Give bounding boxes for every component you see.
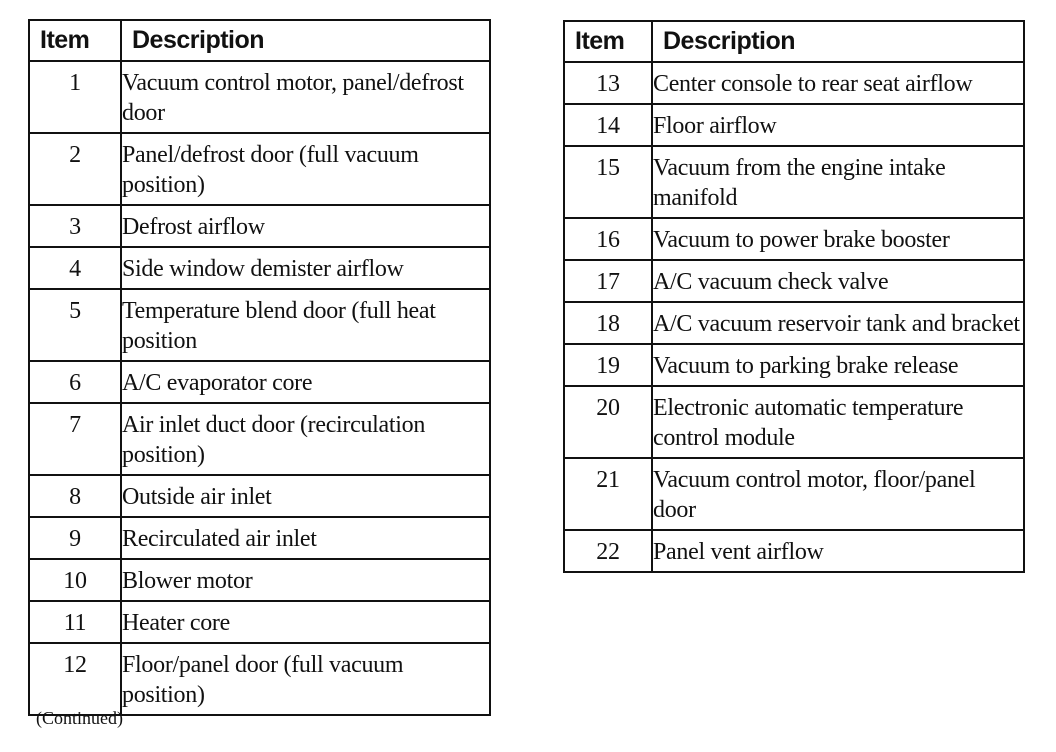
- table-row: [29, 247, 490, 289]
- item-number: 12: [29, 643, 121, 715]
- table-row: [564, 344, 1024, 386]
- table-row: [564, 302, 1024, 344]
- item-number: 16: [564, 218, 652, 260]
- table-row: [564, 260, 1024, 302]
- table-row: [29, 133, 490, 205]
- item-number: 10: [29, 559, 121, 601]
- item-description: A/C evaporator core: [121, 361, 490, 403]
- item-number: 4: [29, 247, 121, 289]
- item-number: 21: [564, 458, 652, 530]
- item-description: Recirculated air inlet: [121, 517, 490, 559]
- item-number: 9: [29, 517, 121, 559]
- item-description: Vacuum control motor, panel/defrost door: [121, 61, 490, 133]
- table-row: [29, 643, 490, 715]
- item-number: 6: [29, 361, 121, 403]
- item-description: Panel vent airflow: [652, 530, 1024, 572]
- item-number: 17: [564, 260, 652, 302]
- item-column-header: Item: [564, 21, 652, 62]
- table-row: [29, 61, 490, 133]
- item-number: 14: [564, 104, 652, 146]
- description-column-header: Description: [652, 21, 1024, 62]
- table-row: [564, 62, 1024, 104]
- item-description: Blower motor: [121, 559, 490, 601]
- item-number: 18: [564, 302, 652, 344]
- description-column-header: Description: [121, 20, 490, 61]
- item-number: 13: [564, 62, 652, 104]
- table-row: [564, 146, 1024, 218]
- table-row: [29, 601, 490, 643]
- item-number: 1: [29, 61, 121, 133]
- item-number: 5: [29, 289, 121, 361]
- header-row: [29, 20, 490, 61]
- item-description: Floor airflow: [652, 104, 1024, 146]
- item-description: Vacuum from the engine intake manifold: [652, 146, 1024, 218]
- item-description: A/C vacuum reservoir tank and bracket: [652, 302, 1024, 344]
- item-column-header: Item: [29, 20, 121, 61]
- item-description: Vacuum control motor, floor/panel door: [652, 458, 1024, 530]
- item-number: 2: [29, 133, 121, 205]
- item-description: Panel/defrost door (full vacuum position): [121, 133, 490, 205]
- item-number: 3: [29, 205, 121, 247]
- item-description: Outside air inlet: [121, 475, 490, 517]
- item-description: Vacuum to power brake booster: [652, 218, 1024, 260]
- table-row: [564, 218, 1024, 260]
- item-number: 8: [29, 475, 121, 517]
- item-description: Air inlet duct door (recirculation position): [121, 403, 490, 475]
- item-description: Defrost airflow: [121, 205, 490, 247]
- item-number: 22: [564, 530, 652, 572]
- item-description: Center console to rear seat airflow: [652, 62, 1024, 104]
- table-row: [29, 475, 490, 517]
- item-number: 20: [564, 386, 652, 458]
- table-row: [29, 205, 490, 247]
- item-number: 7: [29, 403, 121, 475]
- item-description: A/C vacuum check valve: [652, 260, 1024, 302]
- item-description: Temperature blend door (full heat position: [121, 289, 490, 361]
- item-number: 11: [29, 601, 121, 643]
- table-row: [29, 361, 490, 403]
- header-row: [564, 21, 1024, 62]
- table-row: [564, 386, 1024, 458]
- table-row: [564, 530, 1024, 572]
- item-description: Floor/panel door (full vacuum position): [121, 643, 490, 715]
- item-number: 19: [564, 344, 652, 386]
- legend-table-right: [563, 20, 1025, 573]
- legend-table-left: [28, 19, 491, 716]
- table-row: [564, 458, 1024, 530]
- item-number: 15: [564, 146, 652, 218]
- item-description: Electronic automatic temperature control module: [652, 386, 1024, 458]
- table-row: [29, 289, 490, 361]
- continued-note: (Continued): [36, 708, 123, 728]
- item-description: Heater core: [121, 601, 490, 643]
- item-description: Vacuum to parking brake release: [652, 344, 1024, 386]
- table-row: [564, 104, 1024, 146]
- table-row: [29, 559, 490, 601]
- table-row: [29, 403, 490, 475]
- item-description: Side window demister airflow: [121, 247, 490, 289]
- table-row: [29, 517, 490, 559]
